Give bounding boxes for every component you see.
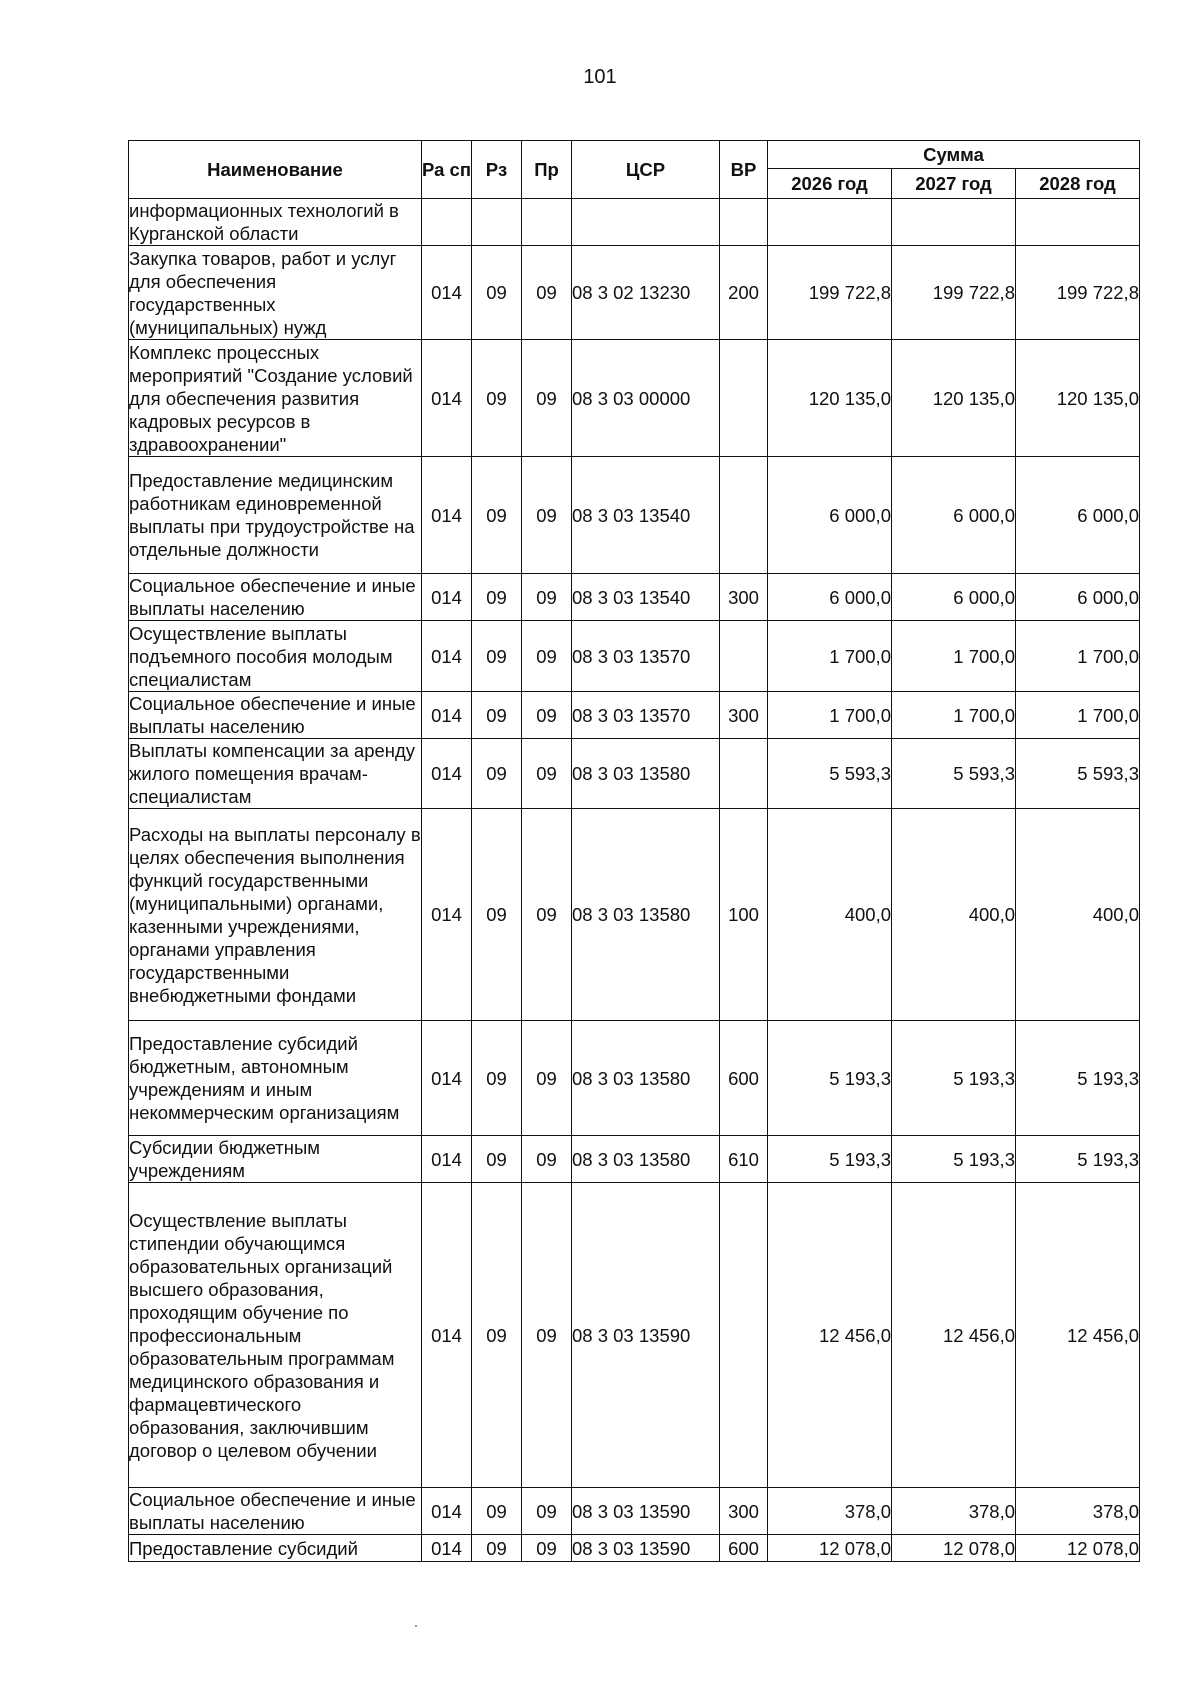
cell-name: Осуществление выплаты подъемного пособия молодым специалистам [129,621,422,692]
cell-y2026 [768,199,892,246]
cell-csr: 08 3 02 13230 [572,246,720,340]
cell-pr: 09 [522,1136,572,1183]
cell-rasp: 014 [422,809,472,1021]
cell-y2026: 5 193,3 [768,1021,892,1136]
header-csr: ЦСР [572,141,720,199]
cell-name: Социальное обеспечение и иные выплаты населению [129,1488,422,1535]
cell-name: Субсидии бюджетным учреждениям [129,1136,422,1183]
table-row [129,457,1140,574]
cell-y2026: 12 078,0 [768,1535,892,1562]
cell-rz: 09 [472,692,522,739]
header-year-2028: 2028 год [1016,169,1140,199]
cell-vr [720,1183,768,1488]
cell-y2027: 6 000,0 [892,457,1016,574]
page-number: 101 [583,66,617,88]
cell-vr: 600 [720,1535,768,1562]
cell-rz: 09 [472,1488,522,1535]
cell-csr: 08 3 03 13590 [572,1488,720,1535]
cell-y2027: 199 722,8 [892,246,1016,340]
cell-y2027: 12 078,0 [892,1535,1016,1562]
cell-y2026: 120 135,0 [768,340,892,457]
budget-table [128,140,1140,1562]
cell-csr: 08 3 03 13570 [572,692,720,739]
cell-pr: 09 [522,1488,572,1535]
cell-rasp: 014 [422,246,472,340]
table-row [129,574,1140,621]
cell-y2026: 5 193,3 [768,1136,892,1183]
cell-y2028: 199 722,8 [1016,246,1140,340]
cell-csr: 08 3 03 13540 [572,574,720,621]
cell-name: Социальное обеспечение и иные выплаты населению [129,574,422,621]
cell-rasp: 014 [422,574,472,621]
cell-csr: 08 3 03 13540 [572,457,720,574]
table-row [129,621,1140,692]
table-row [129,1183,1140,1488]
cell-name: Расходы на выплаты персоналу в целях обеспечения выполнения функций государственными (муниципальными) органами, казенными учреждениями, органами управления государственными внебюджетными фондами [129,809,422,1021]
cell-y2027: 5 193,3 [892,1136,1016,1183]
cell-csr: 08 3 03 13580 [572,809,720,1021]
scan-speck [415,1625,417,1627]
cell-rz: 09 [472,246,522,340]
cell-y2026: 12 456,0 [768,1183,892,1488]
cell-y2028: 5 593,3 [1016,739,1140,809]
cell-y2026: 199 722,8 [768,246,892,340]
cell-name: Комплекс процессных мероприятий "Создание условий для обеспечения развития кадровых ресурсов в здравоохранении" [129,340,422,457]
table-row [129,809,1140,1021]
cell-pr [522,199,572,246]
cell-y2026: 378,0 [768,1488,892,1535]
cell-vr: 300 [720,1488,768,1535]
cell-rasp: 014 [422,1535,472,1562]
cell-name: Предоставление медицинским работникам единовременной выплаты при трудоустройстве на отдельные должности [129,457,422,574]
table-row [129,246,1140,340]
cell-vr: 610 [720,1136,768,1183]
cell-csr: 08 3 03 13590 [572,1535,720,1562]
cell-y2027: 5 193,3 [892,1021,1016,1136]
cell-y2028: 120 135,0 [1016,340,1140,457]
cell-y2027: 12 456,0 [892,1183,1016,1488]
cell-y2028: 378,0 [1016,1488,1140,1535]
cell-csr [572,199,720,246]
cell-vr [720,739,768,809]
cell-rasp: 014 [422,1488,472,1535]
table-row [129,1021,1140,1136]
cell-pr: 09 [522,621,572,692]
cell-name: Осуществление выплаты стипендии обучающимся образовательных организаций высшего образования, проходящим обучение по профессиональным образовательным программам медицинского образования и фармацевтического образования, заключившим договор о целевом обучении [129,1183,422,1488]
cell-vr [720,457,768,574]
cell-name: Предоставление субсидий [129,1535,422,1562]
cell-name: Предоставление субсидий бюджетным, автономным учреждениям и иным некоммерческим организациям [129,1021,422,1136]
cell-rasp: 014 [422,692,472,739]
header-vr: ВР [720,141,768,199]
cell-rz: 09 [472,621,522,692]
cell-name: информационных технологий в Курганской области [129,199,422,246]
cell-vr: 300 [720,574,768,621]
cell-y2027 [892,199,1016,246]
cell-csr: 08 3 03 00000 [572,340,720,457]
cell-y2028: 6 000,0 [1016,457,1140,574]
cell-y2028 [1016,199,1140,246]
cell-rz: 09 [472,457,522,574]
cell-rasp: 014 [422,340,472,457]
cell-rasp: 014 [422,739,472,809]
header-year-2027: 2027 год [892,169,1016,199]
cell-name: Выплаты компенсации за аренду жилого помещения врачам-специалистам [129,739,422,809]
cell-pr: 09 [522,574,572,621]
cell-csr: 08 3 03 13580 [572,1136,720,1183]
cell-rz: 09 [472,739,522,809]
cell-rasp: 014 [422,621,472,692]
cell-csr: 08 3 03 13580 [572,1021,720,1136]
cell-rz: 09 [472,1136,522,1183]
cell-vr: 600 [720,1021,768,1136]
cell-rz [472,199,522,246]
table-body [129,199,1140,1562]
cell-pr: 09 [522,739,572,809]
table-row [129,1136,1140,1183]
cell-y2027: 6 000,0 [892,574,1016,621]
table-row [129,739,1140,809]
cell-rz: 09 [472,809,522,1021]
header-name: Наименование [129,141,422,199]
cell-pr: 09 [522,340,572,457]
cell-pr: 09 [522,1183,572,1488]
cell-pr: 09 [522,457,572,574]
cell-rz: 09 [472,340,522,457]
cell-y2027: 378,0 [892,1488,1016,1535]
cell-y2028: 12 078,0 [1016,1535,1140,1562]
cell-y2027: 5 593,3 [892,739,1016,809]
cell-rz: 09 [472,574,522,621]
cell-y2028: 6 000,0 [1016,574,1140,621]
cell-rz: 09 [472,1021,522,1136]
cell-y2027: 120 135,0 [892,340,1016,457]
cell-vr [720,199,768,246]
table-row [129,340,1140,457]
cell-rasp: 014 [422,457,472,574]
cell-csr: 08 3 03 13580 [572,739,720,809]
cell-csr: 08 3 03 13590 [572,1183,720,1488]
cell-rz: 09 [472,1183,522,1488]
cell-y2028: 5 193,3 [1016,1021,1140,1136]
table-header [129,141,1140,199]
cell-y2027: 1 700,0 [892,621,1016,692]
cell-vr: 100 [720,809,768,1021]
cell-pr: 09 [522,1535,572,1562]
cell-rasp [422,199,472,246]
cell-vr [720,340,768,457]
cell-y2028: 1 700,0 [1016,621,1140,692]
cell-pr: 09 [522,692,572,739]
cell-rasp: 014 [422,1136,472,1183]
header-sum: Сумма [768,141,1140,169]
cell-y2028: 1 700,0 [1016,692,1140,739]
cell-vr [720,621,768,692]
cell-y2026: 1 700,0 [768,621,892,692]
cell-y2027: 1 700,0 [892,692,1016,739]
table-row [129,1535,1140,1562]
cell-vr: 300 [720,692,768,739]
cell-rasp: 014 [422,1021,472,1136]
header-rasp: Ра сп [422,141,472,199]
cell-pr: 09 [522,246,572,340]
header-rz: Рз [472,141,522,199]
table-row [129,199,1140,246]
cell-y2026: 1 700,0 [768,692,892,739]
cell-pr: 09 [522,1021,572,1136]
cell-y2026: 400,0 [768,809,892,1021]
cell-name: Закупка товаров, работ и услуг для обеспечения государственных (муниципальных) нужд [129,246,422,340]
cell-rasp: 014 [422,1183,472,1488]
header-pr: Пр [522,141,572,199]
cell-y2026: 6 000,0 [768,574,892,621]
cell-y2026: 5 593,3 [768,739,892,809]
table-row [129,692,1140,739]
cell-y2028: 5 193,3 [1016,1136,1140,1183]
table-row [129,1488,1140,1535]
cell-name: Социальное обеспечение и иные выплаты населению [129,692,422,739]
cell-y2028: 12 456,0 [1016,1183,1140,1488]
cell-rz: 09 [472,1535,522,1562]
cell-y2028: 400,0 [1016,809,1140,1021]
cell-vr: 200 [720,246,768,340]
cell-y2027: 400,0 [892,809,1016,1021]
header-year-2026: 2026 год [768,169,892,199]
cell-y2026: 6 000,0 [768,457,892,574]
cell-csr: 08 3 03 13570 [572,621,720,692]
cell-pr: 09 [522,809,572,1021]
